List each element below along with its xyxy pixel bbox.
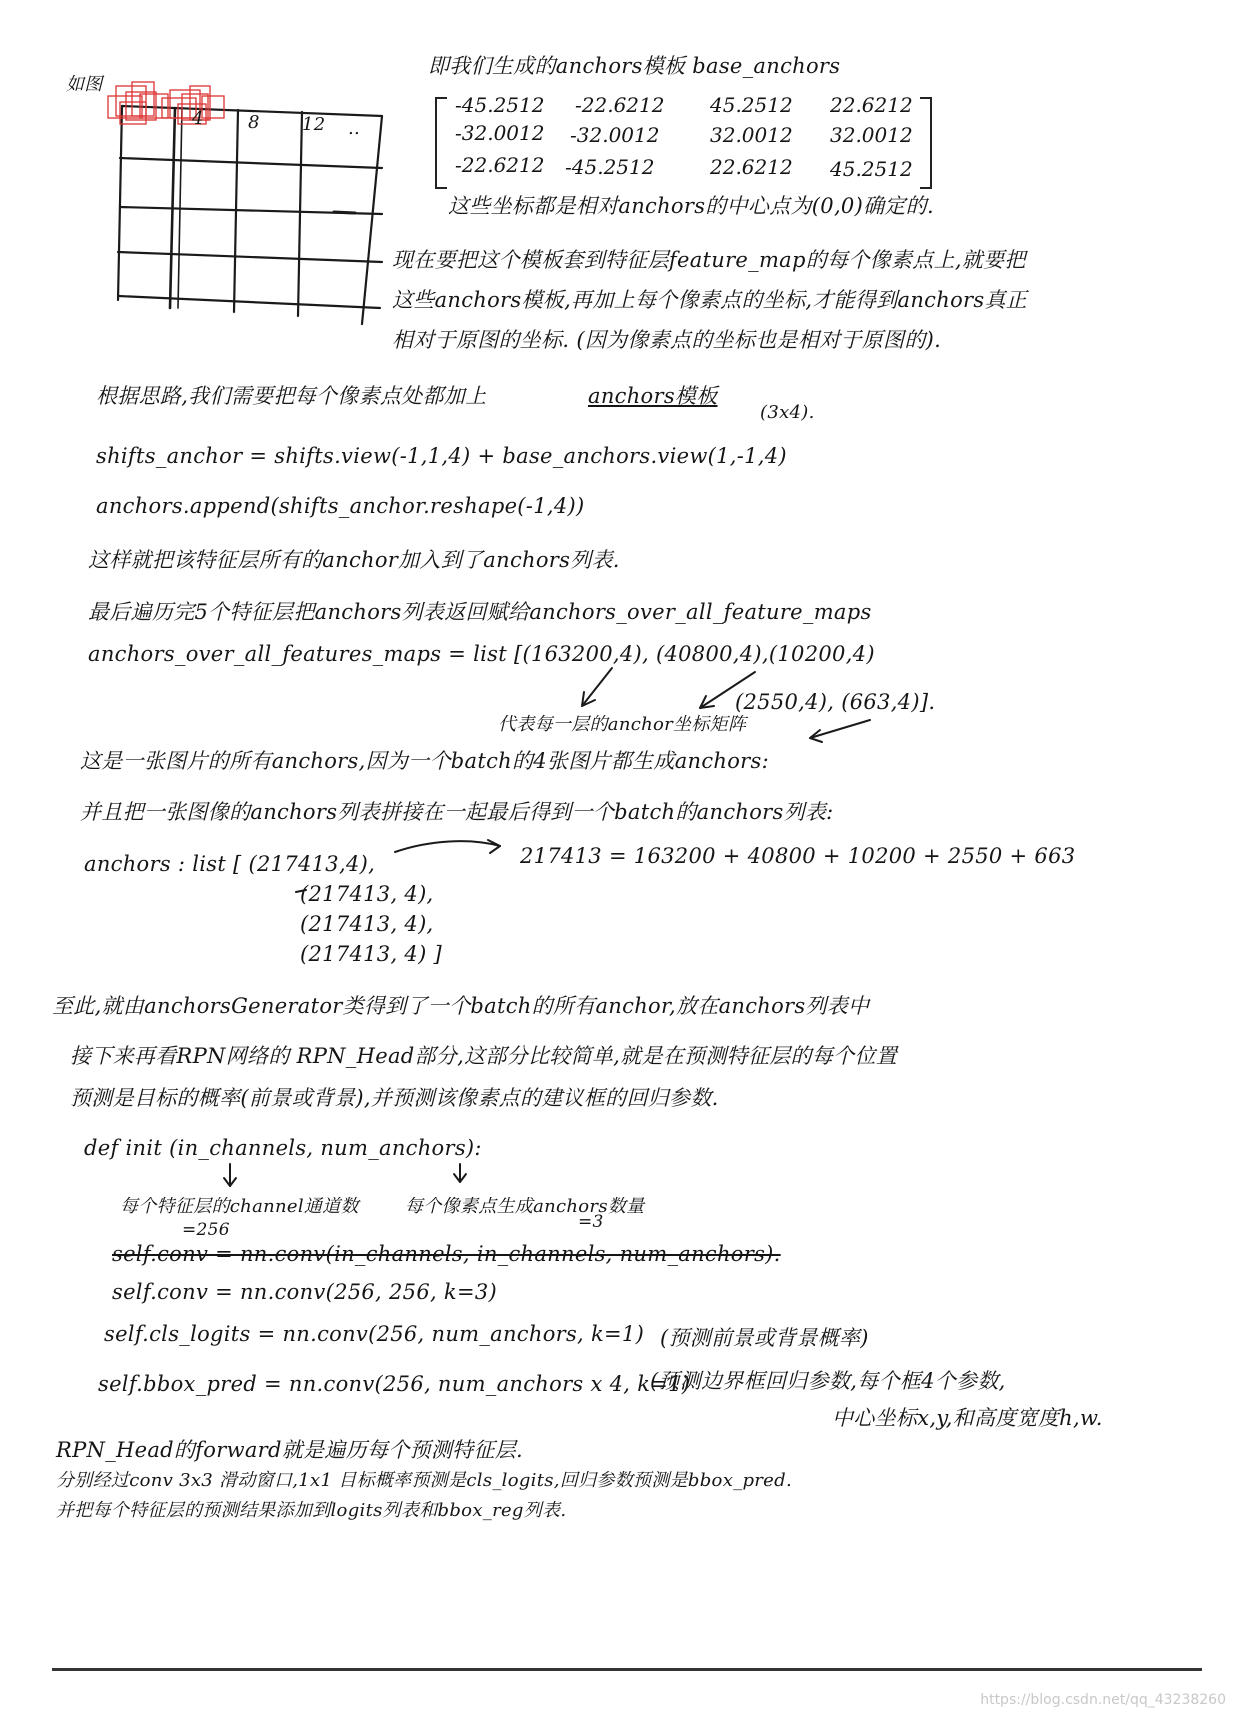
tick-mark xyxy=(296,890,306,892)
cell-number: 8 xyxy=(248,112,260,133)
matrix-cell: -22.6212 xyxy=(575,93,665,117)
matrix-cell: -22.6212 xyxy=(455,153,545,177)
code-line: self.conv = nn.conv(256, 256, k=3) xyxy=(112,1280,498,1304)
cell-number: .. xyxy=(348,118,361,139)
text-line: 根据思路,我们需要把每个像素点处都加上 xyxy=(96,384,487,408)
code-line: def init (in_channels, num_anchors): xyxy=(84,1136,482,1160)
arrow-line xyxy=(395,841,500,852)
page-title: 即我们生成的anchors模板 base_anchors xyxy=(428,54,841,78)
watermark: https://blog.csdn.net/qq_43238260 xyxy=(980,1692,1226,1708)
matrix-cell: 45.2512 xyxy=(710,93,793,117)
struck-code-line: self.conv = nn.conv(in_channels, in_channels, num_anchors). xyxy=(112,1242,781,1266)
code-line: (217413, 4) ] xyxy=(300,942,443,966)
matrix-cell: -45.2512 xyxy=(565,155,655,179)
text-line: 接下来再看RPN网络的 RPN_Head部分,这部分比较简单,就是在预测特征层的每个位置 xyxy=(70,1044,898,1068)
text-line: 最后遍历完5个特征层把anchors列表返回赋给anchors_over_all_feature_maps xyxy=(88,600,872,624)
code-line: (2550,4), (663,4)]. xyxy=(735,690,936,714)
text-line: (3x4). xyxy=(760,402,815,423)
annotation: 中心坐标x,y,和高度宽度h,w. xyxy=(832,1406,1103,1430)
text-line: 这些坐标都是相对anchors的中心点为(0,0)确定的. xyxy=(448,194,934,218)
matrix-cell: 22.6212 xyxy=(710,155,793,179)
annotation: 代表每一层的anchor坐标矩阵 xyxy=(498,714,747,735)
code-line: self.cls_logits = nn.conv(256, num_anchors, k=1) xyxy=(104,1322,645,1346)
code-line: anchors.append(shifts_anchor.reshape(-1,4)) xyxy=(96,494,585,518)
text-line: 这些anchors模板,再加上每个像素点的坐标,才能得到anchors真正 xyxy=(392,288,1028,312)
code-line: self.bbox_pred = nn.conv(256, num_anchors x 4, k=1) xyxy=(98,1372,691,1396)
matrix-cell: -32.0012 xyxy=(455,121,545,145)
arrow-line xyxy=(582,668,612,706)
text-line: 预测是目标的概率(前景或背景),并预测该像素点的建议框的回归参数. xyxy=(70,1086,719,1110)
code-line: (217413, 4), xyxy=(300,912,434,936)
text-line: 分别经过conv 3x3 滑动窗口,1x1 目标概率预测是cls_logits,回归参数预测是bbox_pred. xyxy=(56,1470,792,1491)
code-line: anchors : list [ (217413,4), xyxy=(84,852,376,876)
text-line: RPN_Head的forward就是遍历每个预测特征层. xyxy=(56,1438,524,1462)
text-line-underlined: anchors模板 xyxy=(588,384,718,408)
code-line: (217413, 4), xyxy=(300,882,434,906)
paper-edge xyxy=(52,1668,1202,1671)
arrow-line xyxy=(810,720,870,738)
text-line: 这是一张图片的所有anchors,因为一个batch的4张图片都生成anchors: xyxy=(80,749,769,773)
annotation: =3 xyxy=(578,1212,604,1232)
code-line: shifts_anchor = shifts.view(-1,1,4) + base_anchors.view(1,-1,4) xyxy=(96,444,787,468)
text-line: 并且把一张图像的anchors列表拼接在一起最后得到一个batch的anchors列表: xyxy=(80,800,834,824)
text-line: 至此,就由anchorsGenerator类得到了一个batch的所有anchor,放在anchors列表中 xyxy=(52,994,870,1018)
matrix-cell: 32.0012 xyxy=(710,123,793,147)
text-line: 相对于原图的坐标. (因为像素点的坐标也是相对于原图的). xyxy=(392,328,942,352)
annotation: (预测边界框回归参数,每个框4个参数, xyxy=(650,1369,1006,1393)
cell-number: 12 xyxy=(302,114,326,135)
matrix-cell: 32.0012 xyxy=(830,123,913,147)
matrix-cell: 45.2512 xyxy=(830,157,913,181)
annotation: (预测前景或背景概率) xyxy=(660,1326,869,1350)
matrix-cell: -45.2512 xyxy=(455,93,545,117)
arrow-line xyxy=(700,672,755,708)
annotation: =256 xyxy=(182,1220,230,1240)
annotation: 每个像素点生成anchors数量 xyxy=(405,1196,645,1217)
code-line: anchors_over_all_features_maps = list [(163200,4), (40800,4),(10200,4) xyxy=(88,642,875,666)
cell-number: 4 xyxy=(192,108,204,129)
text-line: 现在要把这个模板套到特征层feature_map的每个像素点上,就要把 xyxy=(392,248,1026,272)
annotation: 每个特征层的channel通道数 xyxy=(120,1196,359,1217)
sketch-label: 如图 xyxy=(66,74,103,95)
matrix-cell: -32.0012 xyxy=(570,123,660,147)
text-line: 并把每个特征层的预测结果添加到logits列表和bbox_reg列表. xyxy=(56,1500,567,1521)
matrix-cell: 22.6212 xyxy=(830,93,913,117)
arrow-head xyxy=(488,840,500,853)
text-line: 这样就把该特征层所有的anchor加入到了anchors列表. xyxy=(88,548,620,572)
sum-annotation: 217413 = 163200 + 40800 + 10200 + 2550 + 663 xyxy=(520,844,1076,868)
